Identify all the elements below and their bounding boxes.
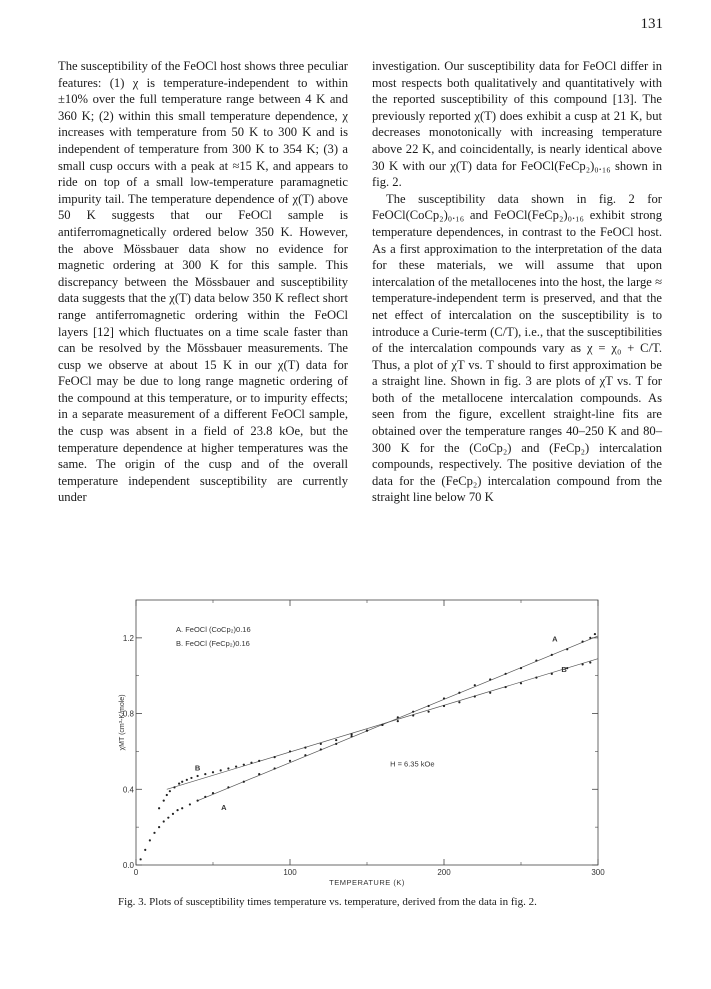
data-point-b	[351, 733, 353, 735]
data-point-a	[158, 826, 160, 828]
legend-entry: A. FeOCl (CoCp₂)0.16	[176, 625, 251, 635]
data-point-a	[304, 754, 306, 756]
left-column	[58, 58, 348, 506]
y-tick-label: 0.8	[122, 709, 134, 719]
data-point-b	[335, 739, 337, 741]
right-column	[372, 58, 662, 506]
data-point-b	[227, 767, 229, 769]
x-axis-label: TEMPERATURE (K)	[329, 878, 405, 887]
data-point-b	[258, 760, 260, 762]
data-point-b	[243, 764, 245, 766]
data-point-b	[589, 661, 591, 663]
paragraph: The susceptibility data shown in fig. 2 for FeOCl(CoCp₂)₀.₁₆ and FeOCl(FeCp₂)₀.₁₆ exhibit strong temperature dependences, in contrast to the FeOCl host. As a first approximation to the interpretation of the data for these materials, we will assume that upon intercalation of the metallocenes into the host, the large ≈ temperature-independent term is preserved, and that the net effect of intercalation on the susceptibility is to introduce a Curie-term (C/T), i.e., that the susceptibilities of the intercalation compounds vary as χ = χ₀ + C/T. Thus, a plot of χT vs. T should to first approximation be a straight line. Shown in fig. 3 are plots of χT vs. T for both of the metallocene intercalation compounds. As seen from the figure, excellent straight-line fits are obtained over the temperature ranges 40–250 K and 80–300 K for the (CoCp₂) and (FeCp₂) intercalation compounds, respectively. The positive deviation of the data for the (FeCp₂) intercalation compound from the straight line below 70 K	[372, 191, 662, 505]
x-tick-label: 200	[437, 868, 451, 877]
data-point-a	[144, 849, 146, 851]
data-point-a	[535, 659, 537, 661]
data-point-b	[381, 724, 383, 726]
data-point-b	[397, 720, 399, 722]
data-point-b	[166, 794, 168, 796]
data-point-a	[474, 684, 476, 686]
data-point-a	[289, 760, 291, 762]
figure-caption: Fig. 3. Plots of susceptibility times temperature vs. temperature, derived from the data in fig. 2.	[118, 896, 537, 908]
data-point-a	[428, 705, 430, 707]
data-point-a	[181, 807, 183, 809]
data-point-a	[172, 813, 174, 815]
data-point-b	[190, 777, 192, 779]
data-point-b	[489, 692, 491, 694]
data-point-a	[397, 716, 399, 718]
data-point-a	[149, 839, 151, 841]
data-point-b	[212, 771, 214, 773]
data-point-a	[412, 711, 414, 713]
series-label: B	[561, 664, 567, 674]
data-point-a	[589, 637, 591, 639]
field-annotation: H = 6.35 kOe	[390, 759, 435, 769]
data-point-a	[176, 809, 178, 811]
data-point-a	[140, 858, 142, 860]
data-point-b	[474, 695, 476, 697]
data-point-b	[158, 807, 160, 809]
data-point-a	[320, 748, 322, 750]
data-point-b	[582, 663, 584, 665]
data-point-b	[304, 747, 306, 749]
data-point-a	[197, 800, 199, 802]
data-point-b	[163, 800, 165, 802]
data-point-b	[186, 779, 188, 781]
data-point-b	[520, 682, 522, 684]
x-tick-label: 100	[283, 868, 297, 877]
data-point-a	[566, 648, 568, 650]
y-axis-label: χMT (cm³-K/mole)	[119, 694, 126, 751]
legend-entry: B. FeOCl (FeCp₂)0.16	[176, 639, 250, 649]
data-point-b	[204, 773, 206, 775]
data-point-a	[489, 678, 491, 680]
y-tick-label: 0.0	[122, 861, 134, 870]
x-tick-label: 0	[133, 868, 139, 877]
data-point-b	[551, 673, 553, 675]
paragraph: The susceptibility of the FeOCl host shows three peculiar features: (1) χ is temperature-independent to within ±10% over the full temperature range between 4 K and 360 K; (2) within this small temperature dependence, χ increases with temperature from 50 K to 300 K and is independent of temperature from 300 K to 354 K; (3) a small cusp occurs with a peak at ≈15 K, and appears to ride on top of a small low-temperature paramagnetic impurity tail. The temperature dependence of χ(T) above 50 K suggests that our FeOCl sample is antiferromagnetically ordered below 350 K. However, the above Mössbauer data show no evidence for magnetic ordering at 300 K for this sample. This discrepancy between the Mössbauer and susceptibility data suggests that the χ(T) data below 350 K reflect short range antiferromagnetic ordering within the FeOCl layers [12] which fluctuates on a time scale faster than can be resolved by the Mössbauer measurements. The cusp we observe at about 15 K in our χ(T) data for FeOCl may be due to long range magnetic ordering of the compound at this temperature, or to impurity effects; in a separate measurement of a different FeOCl sample, the cusp was absent in a field of 23.8 kOe, but the temperature dependence at higher temperatures was the same. The origin of the cusp and of the overall temperature independent susceptibility are currently under	[58, 59, 348, 505]
data-point-a	[212, 792, 214, 794]
data-point-a	[443, 697, 445, 699]
data-point-a	[335, 743, 337, 745]
series-label: A	[221, 803, 227, 813]
data-point-a	[582, 641, 584, 643]
data-point-b	[428, 711, 430, 713]
data-point-b	[274, 756, 276, 758]
chi-t-plot	[118, 590, 608, 890]
data-point-b	[173, 786, 175, 788]
data-point-a	[458, 692, 460, 694]
data-point-b	[458, 701, 460, 703]
data-point-a	[258, 773, 260, 775]
data-point-a	[351, 735, 353, 737]
data-point-b	[535, 677, 537, 679]
data-point-b	[220, 769, 222, 771]
data-point-a	[274, 767, 276, 769]
figure-3	[118, 590, 608, 890]
data-point-b	[412, 714, 414, 716]
data-point-a	[520, 667, 522, 669]
data-point-b	[169, 790, 171, 792]
data-point-b	[181, 781, 183, 783]
y-tick-label: 1.2	[122, 633, 134, 643]
data-point-b	[320, 743, 322, 745]
data-point-a	[167, 817, 169, 819]
page-number: 131	[640, 16, 663, 32]
data-point-b	[289, 750, 291, 752]
data-point-a	[243, 781, 245, 783]
paragraph: investigation. Our susceptibility data for FeOCl differ in most respects both qualitatively and quantitatively with the reported susceptibility of this compound [13]. The previously reported χ(T) does exhibit a cusp at 21 K, but decreases monotonically with increasing temperature above 22 K, and coincidentally, is nearly identical above 30 K with our χ(T) data for FeOCl(FeCp₂)₀.₁₆ shown in fig. 2.	[372, 59, 662, 190]
data-point-a	[163, 820, 165, 822]
data-point-b	[197, 775, 199, 777]
data-point-a	[594, 633, 596, 635]
data-point-a	[204, 796, 206, 798]
data-point-b	[235, 765, 237, 767]
data-point-a	[227, 786, 229, 788]
data-point-b	[178, 783, 180, 785]
data-point-b	[505, 686, 507, 688]
data-point-b	[443, 705, 445, 707]
data-point-a	[505, 673, 507, 675]
data-point-a	[153, 832, 155, 834]
series-label: A	[552, 634, 558, 644]
series-label: B	[194, 763, 201, 773]
y-tick-label: 0.4	[122, 785, 134, 795]
data-point-b	[366, 730, 368, 732]
data-point-a	[551, 654, 553, 656]
data-point-a	[189, 803, 191, 805]
data-point-b	[250, 762, 252, 764]
x-tick-label: 300	[591, 868, 605, 877]
